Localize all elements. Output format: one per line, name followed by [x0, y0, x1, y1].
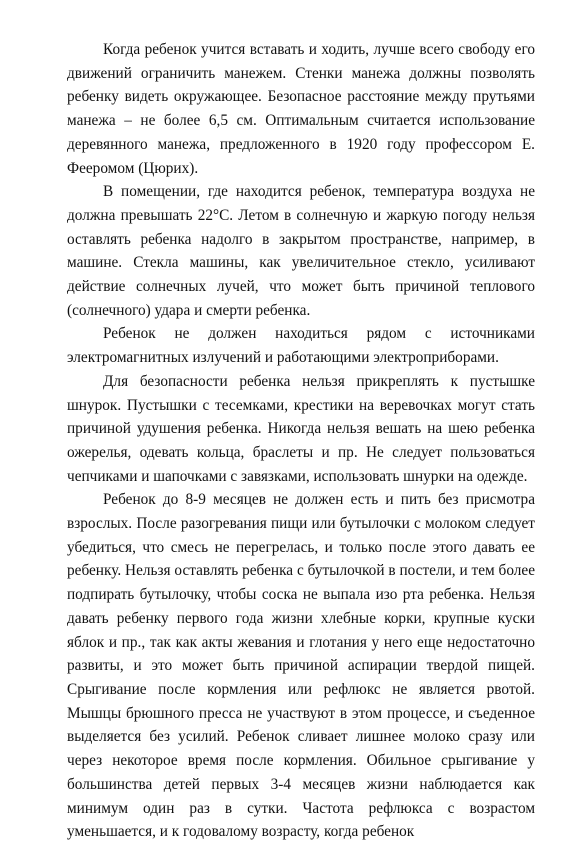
paragraph-feeding-safety: Ребенок до 8-9 месяцев не должен есть и пить без присмотра взрослых. После разогревания пищи или бутылочки с молоком следует убедиться, что смесь не перегрелась, и только после этого давать ее ребенку. Нельзя оставлять ребенка с бутылочкой в постели, и тем более подпирать бутылочку, чтобы соска не выпала изо рта ребенка. Нельзя давать ребенку первого года жизни хлебные корки, крупные куски яблок и пр., так как акты жевания и глотания у него еще недостаточно развиты, и это может быть причиной аспирации твердой пищей. Срыгивание после кормления или рефлюкс не является рвотой. Мышцы брюшного пресса не участвуют в этом процессе, и съеденное выделяется без усилий. Ребенок сливает лишнее молоко сразу или через некоторое время после кормления. Обильное срыгивание у большинства детей первых 3-4 месяцев жизни наблюдается как минимум один раз в сутки. Частота рефлюкса с возрастом уменьшается, и к годовалому возрасту, когда ребенок: [67, 491, 535, 841]
document-body: [67, 38, 535, 844]
paragraph-electromagnetic: Ребенок не должен находиться рядом с источниками электромагнитных излучений и работающими электроприборами.: [67, 325, 535, 367]
paragraph-playpen: Когда ребенок учится вставать и ходить, лучше всего свободу его движений ограничить манежем. Стенки манежа должны позволять ребенку видеть окружающее. Безопасное расстояние между прутьями манежа – не более 6,5 см. Оптимальным считается использование деревянного манежа, предложенного в 1920 году профессором Е. Фееромом (Цюрих).: [67, 41, 535, 177]
paragraph-room-temperature: В помещении, где находится ребенок, температура воздуха не должна превышать 22°С. Летом в солнечную и жаркую погоду нельзя оставлять ребенка надолго в закрытом пространстве, например, в машине. Стекла машины, как увеличительное стекло, усиливают действие солнечных лучей, что может быть причиной теплового (солнечного) удара и смерти ребенка.: [67, 183, 535, 319]
paragraph-pacifier-safety: Для безопасности ребенка нельзя прикреплять к пустышке шнурок. Пустышки с тесемками, крестики на веревочках могут стать причиной удушения ребенка. Никогда нельзя вешать на шею ребенка ожерелья, одевать кольца, браслеты и пр. Не следует пользоваться чепчиками и шапочками с завязками, использовать шнурки на одежде.: [67, 372, 535, 485]
